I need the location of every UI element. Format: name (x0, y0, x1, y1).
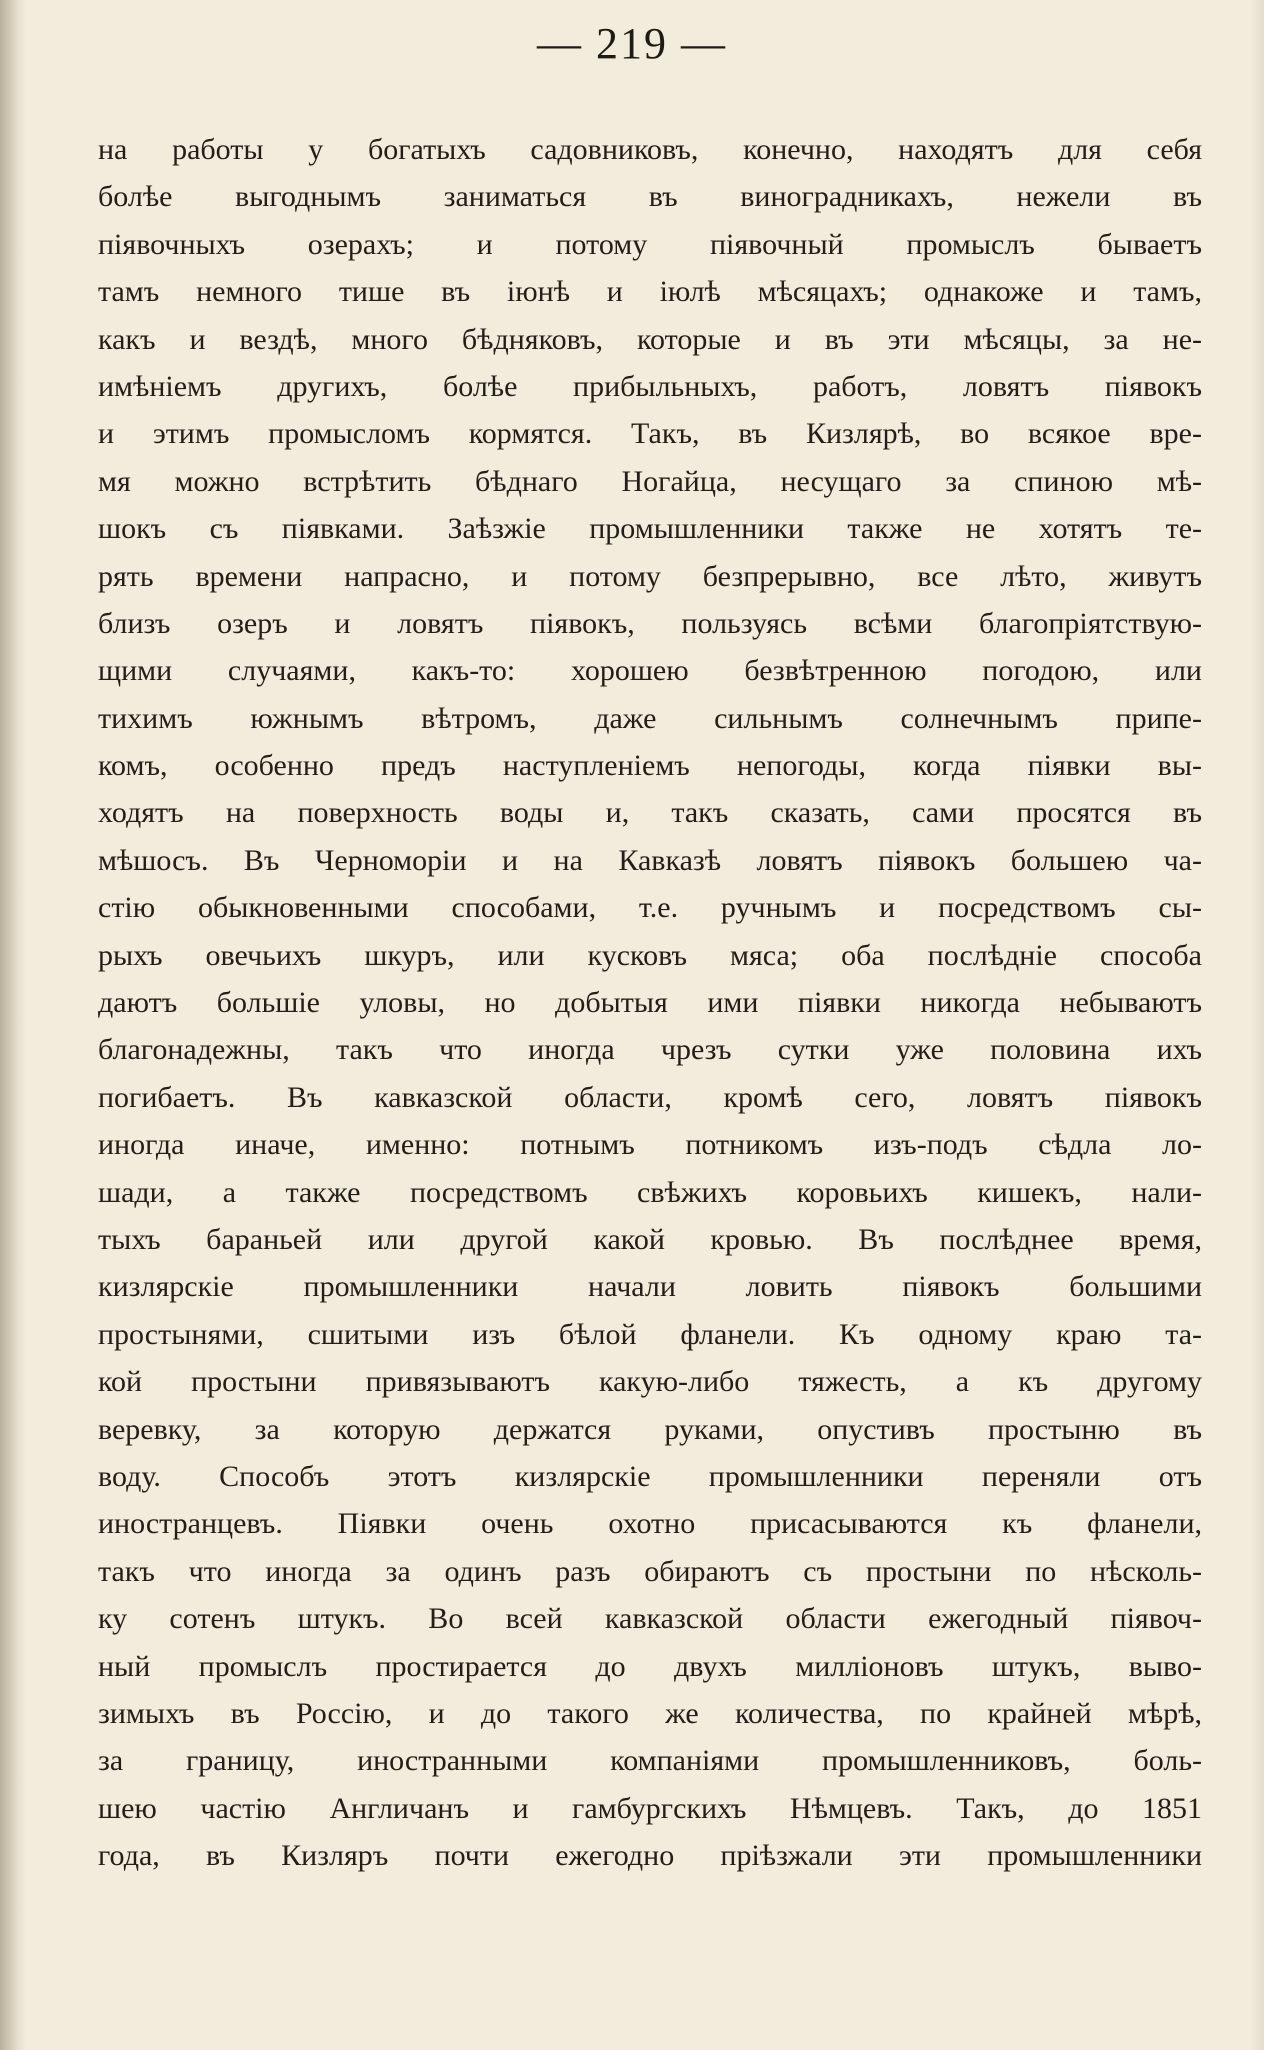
text-line: тихимъ южнымъ вѣтромъ, даже сильнымъ солнечнымъ припе- (98, 701, 1202, 735)
text-line: ходятъ на поверхность воды и, такъ сказать, сами просятся въ (98, 796, 1202, 830)
text-line: тамъ немного тише въ іюнѣ и іюлѣ мѣсяцахъ; однакоже и тамъ, (98, 275, 1202, 309)
text-line: шею частію Англичанъ и гамбургскихъ Нѣмцевъ. Такъ, до 1851 (98, 1791, 1202, 1825)
text-line: простынями, сшитыми изъ бѣлой фланели. Къ одному краю та- (98, 1317, 1202, 1351)
text-line: иностранцевъ. Піявки очень охотно присасываются къ фланели, (98, 1507, 1202, 1541)
page-gutter-shadow (0, 0, 26, 2050)
text-line: какъ и вездѣ, много бѣдняковъ, которые и въ эти мѣсяцы, за не- (98, 322, 1202, 356)
text-line: и этимъ промысломъ кормятся. Такъ, въ Кизлярѣ, во всякое вре- (98, 417, 1202, 451)
text-line: кизлярскіе промышленники начали ловить піявокъ большими (98, 1270, 1202, 1304)
text-line: имѣніемъ другихъ, болѣе прибыльныхъ, работъ, ловятъ піявокъ (98, 369, 1202, 403)
text-line: тыхъ бараньей или другой какой кровью. Въ послѣднее время, (98, 1222, 1202, 1256)
text-line: такъ что иногда за одинъ разъ обираютъ съ простыни по нѣсколь- (98, 1554, 1202, 1588)
text-line: веревку, за которую держатся руками, опустивъ простыню въ (98, 1412, 1202, 1446)
text-line: за границу, иностранными компаніями промышленниковъ, боль- (98, 1744, 1202, 1778)
page-edge-shadow (1250, 0, 1264, 2050)
text-line: близъ озеръ и ловятъ піявокъ, пользуясь всѣми благопріятствую- (98, 606, 1202, 640)
text-line: болѣе выгоднымъ заниматься въ виноградникахъ, нежели въ (98, 180, 1202, 214)
text-line: на работы у богатыхъ садовниковъ, конечно, находятъ для себя (98, 133, 1202, 166)
text-line: года, въ Кизляръ почти ежегодно пріѣзжали эти промышленники (98, 1839, 1202, 1873)
text-line: ный промыслъ простирается до двухъ милліоновъ штукъ, выво- (98, 1649, 1202, 1683)
text-line: зимыхъ въ Россію, и до такого же количества, по крайней мѣрѣ, (98, 1696, 1202, 1730)
text-line: погибаетъ. Въ кавказской области, кромѣ сего, ловятъ піявокъ (98, 1080, 1202, 1114)
text-line: комъ, особенно предъ наступленіемъ непогоды, когда піявки вы- (98, 749, 1202, 783)
text-line: мя можно встрѣтить бѣднаго Ногайца, несущаго за спиною мѣ- (98, 464, 1202, 498)
text-line: шади, а также посредствомъ свѣжихъ коровьихъ кишекъ, нали- (98, 1175, 1202, 1209)
text-line: рять времени напрасно, и потому безпрерывно, все лѣто, живутъ (98, 559, 1202, 593)
text-line: даютъ большіе уловы, но добытыя ими піявки никогда небываютъ (98, 986, 1202, 1020)
text-line: щими случаями, какъ-то: хорошею безвѣтренною погодою, или (98, 654, 1202, 688)
page-number: — 219 — (537, 19, 727, 68)
text-line: воду. Способъ этотъ кизлярскіе промышленники переняли отъ (98, 1459, 1202, 1493)
text-line: мѣшосъ. Въ Черноморіи и на Кавказѣ ловятъ піявокъ большею ча- (98, 843, 1202, 877)
text-line: піявочныхъ озерахъ; и потому піявочный промыслъ бываетъ (98, 227, 1202, 261)
text-line: стію обыкновенными способами, т.е. ручнымъ и посредствомъ сы- (98, 891, 1202, 925)
body-text (98, 126, 1202, 1879)
text-line: рыхъ овечьихъ шкуръ, или кусковъ мяса; оба послѣдніе способа (98, 938, 1202, 972)
text-line: кой простыни привязываютъ какую-либо тяжесть, а къ другому (98, 1365, 1202, 1399)
text-line: шокъ съ піявками. Заѣзжіе промышленники также не хотятъ те- (98, 512, 1202, 546)
text-line: ку сотенъ штукъ. Во всей кавказской области ежегодный піявоч- (98, 1602, 1202, 1636)
text-line: иногда иначе, именно: потнымъ потникомъ изъ-подъ сѣдла ло- (98, 1128, 1202, 1162)
text-line: благонадежны, такъ что иногда чрезъ сутки уже половина ихъ (98, 1033, 1202, 1067)
